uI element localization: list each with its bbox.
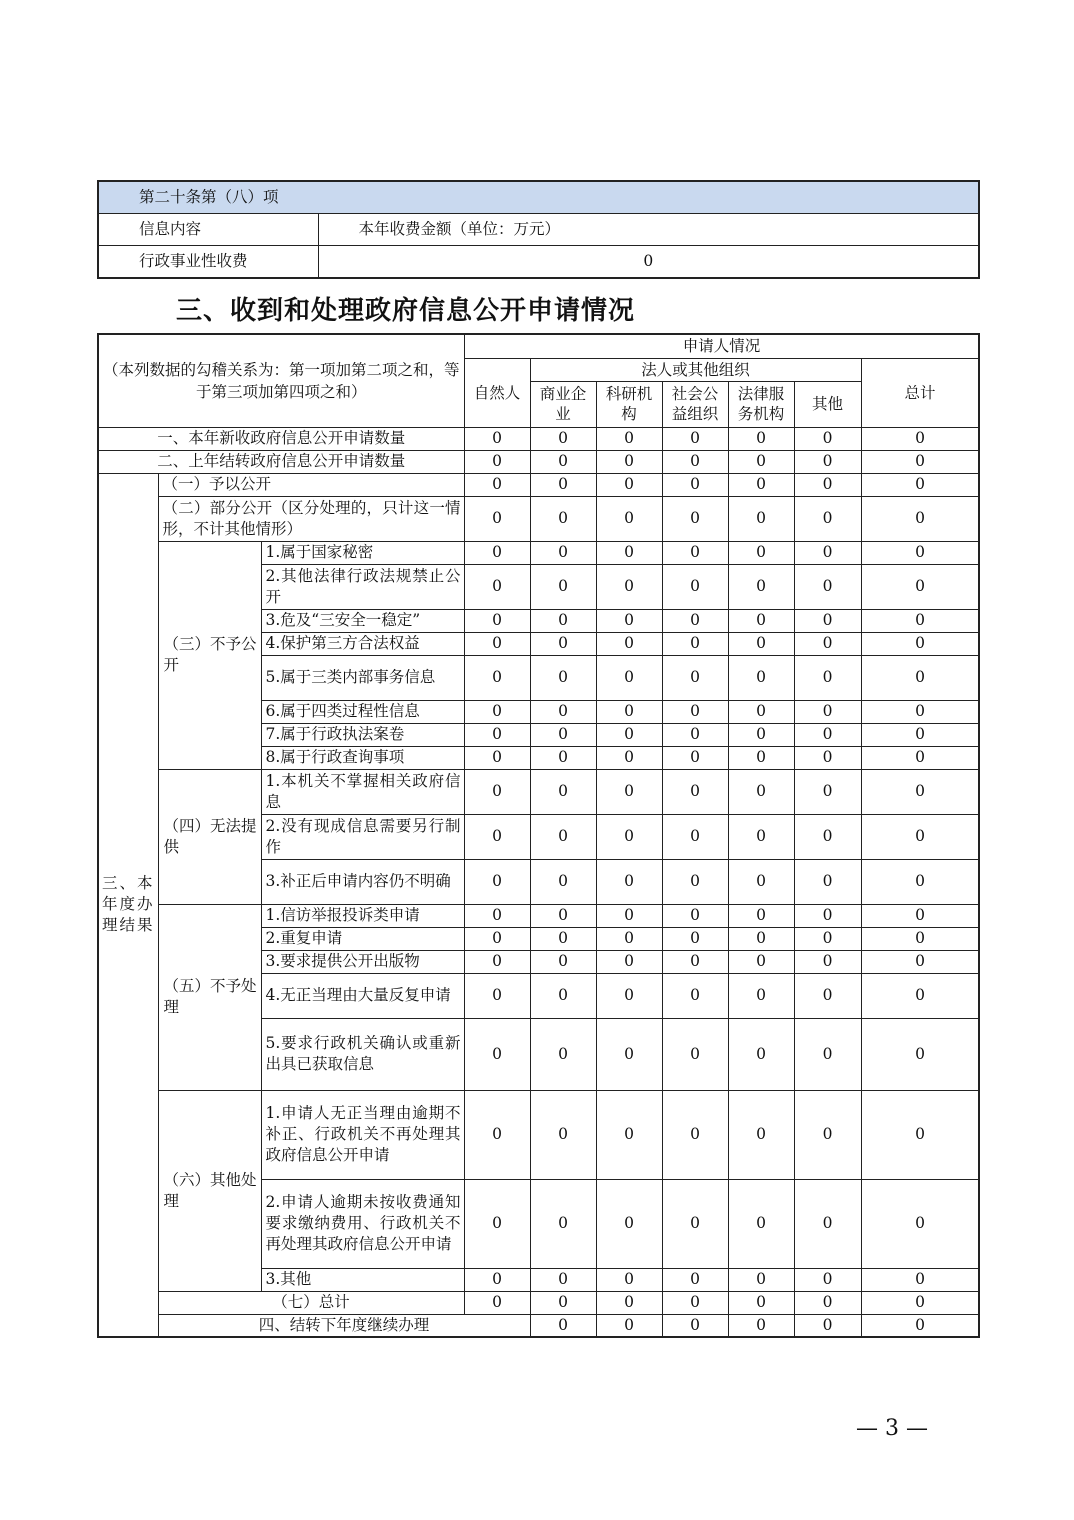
col-public-welfare: 社会公益组织: [662, 381, 728, 427]
row-label: 二、上年结转政府信息公开申请数量: [98, 450, 464, 473]
value-cell: 0: [596, 1268, 662, 1291]
value-cell: 0: [794, 1291, 861, 1314]
value-cell: 0: [794, 927, 861, 950]
relation-note: （本列数据的勾稽关系为：第一项加第二项之和，等于第三项加第四项之和）: [98, 334, 464, 427]
value-cell: 0: [464, 564, 530, 609]
value-cell: 0: [728, 927, 794, 950]
value-cell: 0: [662, 473, 728, 496]
fee-table: [97, 180, 980, 279]
value-cell: 0: [530, 904, 596, 927]
value-cell: 0: [794, 541, 861, 564]
value-cell: 0: [530, 973, 596, 1018]
value-cell: 0: [662, 609, 728, 632]
value-cell: 0: [794, 473, 861, 496]
row-carried-over: [98, 450, 979, 473]
row-other-1: [98, 1090, 979, 1179]
value-cell: 0: [728, 450, 794, 473]
row-new-requests: [98, 427, 979, 450]
value-cell: 0: [861, 655, 979, 700]
value-cell: 0: [662, 1291, 728, 1314]
value-cell: 0: [728, 1018, 794, 1090]
value-cell: 0: [596, 950, 662, 973]
value-cell: 0: [530, 1291, 596, 1314]
value-cell: 0: [662, 1179, 728, 1268]
row-not-handled-1: [98, 904, 979, 927]
value-cell: 0: [464, 632, 530, 655]
value-cell: 0: [530, 1090, 596, 1179]
value-cell: 0: [861, 1018, 979, 1090]
value-cell: 0: [861, 496, 979, 541]
value-cell: 0: [464, 904, 530, 927]
group-label-other: （六）其他处理: [158, 1090, 261, 1291]
value-cell: 0: [464, 859, 530, 904]
value-cell: 0: [728, 1268, 794, 1291]
col-other: 其他: [794, 381, 861, 427]
legal-entity-header: 法人或其他组织: [530, 358, 861, 381]
value-cell: 0: [530, 950, 596, 973]
row-label: 8.属于行政查询事项: [261, 746, 464, 769]
value-cell: 0: [861, 450, 979, 473]
value-cell: 0: [530, 655, 596, 700]
page-number: — 3 —: [856, 1416, 928, 1441]
fee-column-row: [98, 214, 979, 246]
value-cell: 0: [530, 632, 596, 655]
value-cell: 0: [861, 723, 979, 746]
row-label: 7.属于行政执法案卷: [261, 723, 464, 746]
value-cell: 0: [728, 473, 794, 496]
value-cell: 0: [464, 769, 530, 814]
fee-row-value: 0: [318, 246, 979, 279]
value-cell: 0: [728, 723, 794, 746]
value-cell: 0: [794, 609, 861, 632]
col-research: 科研机构: [596, 381, 662, 427]
value-cell: 0: [464, 1090, 530, 1179]
value-cell: 0: [861, 769, 979, 814]
fee-value-row: [98, 246, 979, 279]
value-cell: 0: [596, 973, 662, 1018]
value-cell: 0: [662, 450, 728, 473]
value-cell: 0: [728, 973, 794, 1018]
value-cell: 0: [596, 1090, 662, 1179]
value-cell: 0: [662, 655, 728, 700]
value-cell: 0: [728, 427, 794, 450]
value-cell: 0: [861, 609, 979, 632]
row-label: 3.补正后申请内容仍不明确: [261, 859, 464, 904]
value-cell: 0: [662, 769, 728, 814]
row-deny-1: [98, 541, 979, 564]
value-cell: 0: [861, 927, 979, 950]
value-cell: 0: [794, 1018, 861, 1090]
value-cell: 0: [728, 904, 794, 927]
value-cell: 0: [728, 609, 794, 632]
value-cell: 0: [596, 1018, 662, 1090]
value-cell: 0: [861, 1179, 979, 1268]
value-cell: 0: [530, 427, 596, 450]
disclosure-table: [97, 333, 980, 1338]
value-cell: 0: [464, 973, 530, 1018]
value-cell: 0: [794, 1179, 861, 1268]
value-cell: 0: [464, 541, 530, 564]
value-cell: 0: [662, 1018, 728, 1090]
value-cell: 0: [861, 904, 979, 927]
value-cell: 0: [464, 655, 530, 700]
value-cell: 0: [464, 950, 530, 973]
row-label: 1.信访举报投诉类申请: [261, 904, 464, 927]
value-cell: 0: [794, 904, 861, 927]
row-label: 3.要求提供公开出版物: [261, 950, 464, 973]
value-cell: 0: [861, 859, 979, 904]
row-label: 2.重复申请: [261, 927, 464, 950]
value-cell: 0: [596, 769, 662, 814]
row-carry-forward: [98, 1314, 979, 1337]
value-cell: 0: [662, 950, 728, 973]
value-cell: 0: [596, 927, 662, 950]
value-cell: 0: [728, 632, 794, 655]
value-cell: 0: [728, 655, 794, 700]
value-cell: 0: [861, 564, 979, 609]
value-cell: 0: [596, 859, 662, 904]
row-label: 5.属于三类内部事务信息: [261, 655, 464, 700]
value-cell: 0: [728, 769, 794, 814]
value-cell: 0: [464, 723, 530, 746]
group-label-not-handled: （五）不予处理: [158, 904, 261, 1090]
row-label: 2.没有现成信息需要另行制作: [261, 814, 464, 859]
value-cell: 0: [596, 541, 662, 564]
value-cell: 0: [596, 1179, 662, 1268]
value-cell: 0: [794, 655, 861, 700]
row-label: 一、本年新收政府信息公开申请数量: [98, 427, 464, 450]
value-cell: 0: [662, 814, 728, 859]
row-label: 2.申请人逾期未按收费通知要求缴纳费用、行政机关不再处理其政府信息公开申请: [261, 1179, 464, 1268]
fee-row-label: 行政事业性收费: [98, 246, 318, 279]
value-cell: 0: [662, 496, 728, 541]
value-cell: 0: [464, 1268, 530, 1291]
value-cell: 0: [662, 700, 728, 723]
value-cell: 0: [728, 950, 794, 973]
value-cell: 0: [794, 814, 861, 859]
col-natural-person: 自然人: [464, 358, 530, 427]
value-cell: 0: [662, 1314, 728, 1337]
value-cell: 0: [596, 723, 662, 746]
value-cell: 0: [794, 746, 861, 769]
value-cell: 0: [794, 1090, 861, 1179]
row-label: 3.其他: [261, 1268, 464, 1291]
value-cell: 0: [530, 700, 596, 723]
value-cell: 0: [530, 1268, 596, 1291]
group-label-deny: （三）不予公开: [158, 541, 261, 769]
value-cell: 0: [662, 1268, 728, 1291]
row-total: [98, 1291, 979, 1314]
col-commercial: 商业企业: [530, 381, 596, 427]
value-cell: 0: [530, 564, 596, 609]
value-cell: 0: [662, 859, 728, 904]
value-cell: 0: [464, 473, 530, 496]
value-cell: 0: [530, 1314, 596, 1337]
value-cell: 0: [728, 859, 794, 904]
value-cell: 0: [861, 950, 979, 973]
row-label: 5.要求行政机关确认或重新出具已获取信息: [261, 1018, 464, 1090]
value-cell: 0: [662, 973, 728, 1018]
value-cell: 0: [530, 927, 596, 950]
value-cell: 0: [530, 859, 596, 904]
section-title: 三、收到和处理政府信息公开申请情况: [176, 296, 636, 326]
value-cell: 0: [794, 769, 861, 814]
value-cell: 0: [596, 814, 662, 859]
value-cell: 0: [464, 427, 530, 450]
group-label-unable: （四）无法提供: [158, 769, 261, 904]
value-cell: 0: [596, 609, 662, 632]
value-cell: 0: [794, 1314, 861, 1337]
value-cell: 0: [662, 632, 728, 655]
value-cell: 0: [861, 1291, 979, 1314]
value-cell: 0: [662, 927, 728, 950]
value-cell: 0: [728, 700, 794, 723]
value-cell: 0: [464, 746, 530, 769]
fee-header-row: [98, 181, 979, 214]
value-cell: 0: [662, 541, 728, 564]
value-cell: 0: [596, 655, 662, 700]
value-cell: 0: [861, 973, 979, 1018]
value-cell: 0: [794, 450, 861, 473]
value-cell: 0: [530, 769, 596, 814]
row-label: 1.本机关不掌握相关政府信息: [261, 769, 464, 814]
result-group-label: 三、本年度办理结果: [98, 473, 158, 1337]
row-label: （七）总计: [158, 1291, 464, 1314]
row-label: 1.属于国家秘密: [261, 541, 464, 564]
value-cell: 0: [794, 496, 861, 541]
value-cell: 0: [662, 427, 728, 450]
value-cell: 0: [794, 950, 861, 973]
value-cell: 0: [794, 723, 861, 746]
value-cell: 0: [464, 450, 530, 473]
value-cell: 0: [596, 904, 662, 927]
row-label: 2.其他法律行政法规禁止公开: [261, 564, 464, 609]
value-cell: 0: [530, 609, 596, 632]
value-cell: 0: [728, 564, 794, 609]
row-unable-1: [98, 769, 979, 814]
value-cell: 0: [596, 1291, 662, 1314]
row-label: 四、结转下年度继续办理: [158, 1314, 530, 1337]
value-cell: 0: [530, 814, 596, 859]
row-label: 4.保护第三方合法权益: [261, 632, 464, 655]
value-cell: 0: [530, 496, 596, 541]
value-cell: 0: [861, 541, 979, 564]
value-cell: 0: [596, 496, 662, 541]
value-cell: 0: [861, 427, 979, 450]
value-cell: 0: [728, 496, 794, 541]
value-cell: 0: [530, 746, 596, 769]
value-cell: 0: [596, 700, 662, 723]
value-cell: 0: [794, 632, 861, 655]
row-label: （一）予以公开: [158, 473, 464, 496]
value-cell: 0: [596, 473, 662, 496]
value-cell: 0: [728, 1314, 794, 1337]
value-cell: 0: [728, 746, 794, 769]
value-cell: 0: [728, 541, 794, 564]
value-cell: 0: [861, 1268, 979, 1291]
value-cell: 0: [861, 700, 979, 723]
value-cell: 0: [794, 973, 861, 1018]
value-cell: 0: [464, 496, 530, 541]
fee-col2-label: 本年收费金额（单位：万元）: [318, 214, 979, 246]
value-cell: 0: [662, 904, 728, 927]
value-cell: 0: [794, 859, 861, 904]
value-cell: 0: [464, 1179, 530, 1268]
row-label: 6.属于四类过程性信息: [261, 700, 464, 723]
row-open: [98, 473, 979, 496]
value-cell: 0: [464, 1291, 530, 1314]
row-label: 3.危及“三安全一稳定”: [261, 609, 464, 632]
value-cell: 0: [464, 927, 530, 950]
value-cell: 0: [596, 1314, 662, 1337]
value-cell: 0: [596, 427, 662, 450]
value-cell: 0: [861, 746, 979, 769]
applicant-header: 申请人情况: [464, 334, 979, 358]
value-cell: 0: [861, 1090, 979, 1179]
row-label: 4.无正当理由大量反复申请: [261, 973, 464, 1018]
value-cell: 0: [861, 814, 979, 859]
row-label: 1.申请人无正当理由逾期不补正、行政机关不再处理其政府信息公开申请: [261, 1090, 464, 1179]
value-cell: 0: [794, 700, 861, 723]
value-cell: 0: [794, 427, 861, 450]
value-cell: 0: [794, 1268, 861, 1291]
value-cell: 0: [530, 473, 596, 496]
value-cell: 0: [861, 1314, 979, 1337]
value-cell: 0: [662, 564, 728, 609]
fee-col1-label: 信息内容: [98, 214, 318, 246]
value-cell: 0: [662, 723, 728, 746]
value-cell: 0: [861, 632, 979, 655]
value-cell: 0: [861, 473, 979, 496]
value-cell: 0: [530, 1018, 596, 1090]
value-cell: 0: [728, 1179, 794, 1268]
value-cell: 0: [794, 564, 861, 609]
value-cell: 0: [728, 814, 794, 859]
value-cell: 0: [530, 450, 596, 473]
value-cell: 0: [596, 746, 662, 769]
value-cell: 0: [596, 450, 662, 473]
fee-header: 第二十条第（八）项: [98, 181, 979, 214]
col-total: 总计: [861, 358, 979, 427]
value-cell: 0: [662, 1090, 728, 1179]
value-cell: 0: [728, 1090, 794, 1179]
value-cell: 0: [530, 723, 596, 746]
value-cell: 0: [662, 746, 728, 769]
row-partial-open: [98, 496, 979, 541]
value-cell: 0: [464, 609, 530, 632]
value-cell: 0: [596, 564, 662, 609]
value-cell: 0: [728, 1291, 794, 1314]
value-cell: 0: [530, 1179, 596, 1268]
value-cell: 0: [464, 700, 530, 723]
value-cell: 0: [464, 1018, 530, 1090]
header-row-1: [98, 334, 979, 358]
value-cell: 0: [530, 541, 596, 564]
row-label: （二）部分公开（区分处理的，只计这一情形，不计其他情形）: [158, 496, 464, 541]
col-legal-service: 法律服务机构: [728, 381, 794, 427]
value-cell: 0: [596, 632, 662, 655]
value-cell: 0: [464, 814, 530, 859]
